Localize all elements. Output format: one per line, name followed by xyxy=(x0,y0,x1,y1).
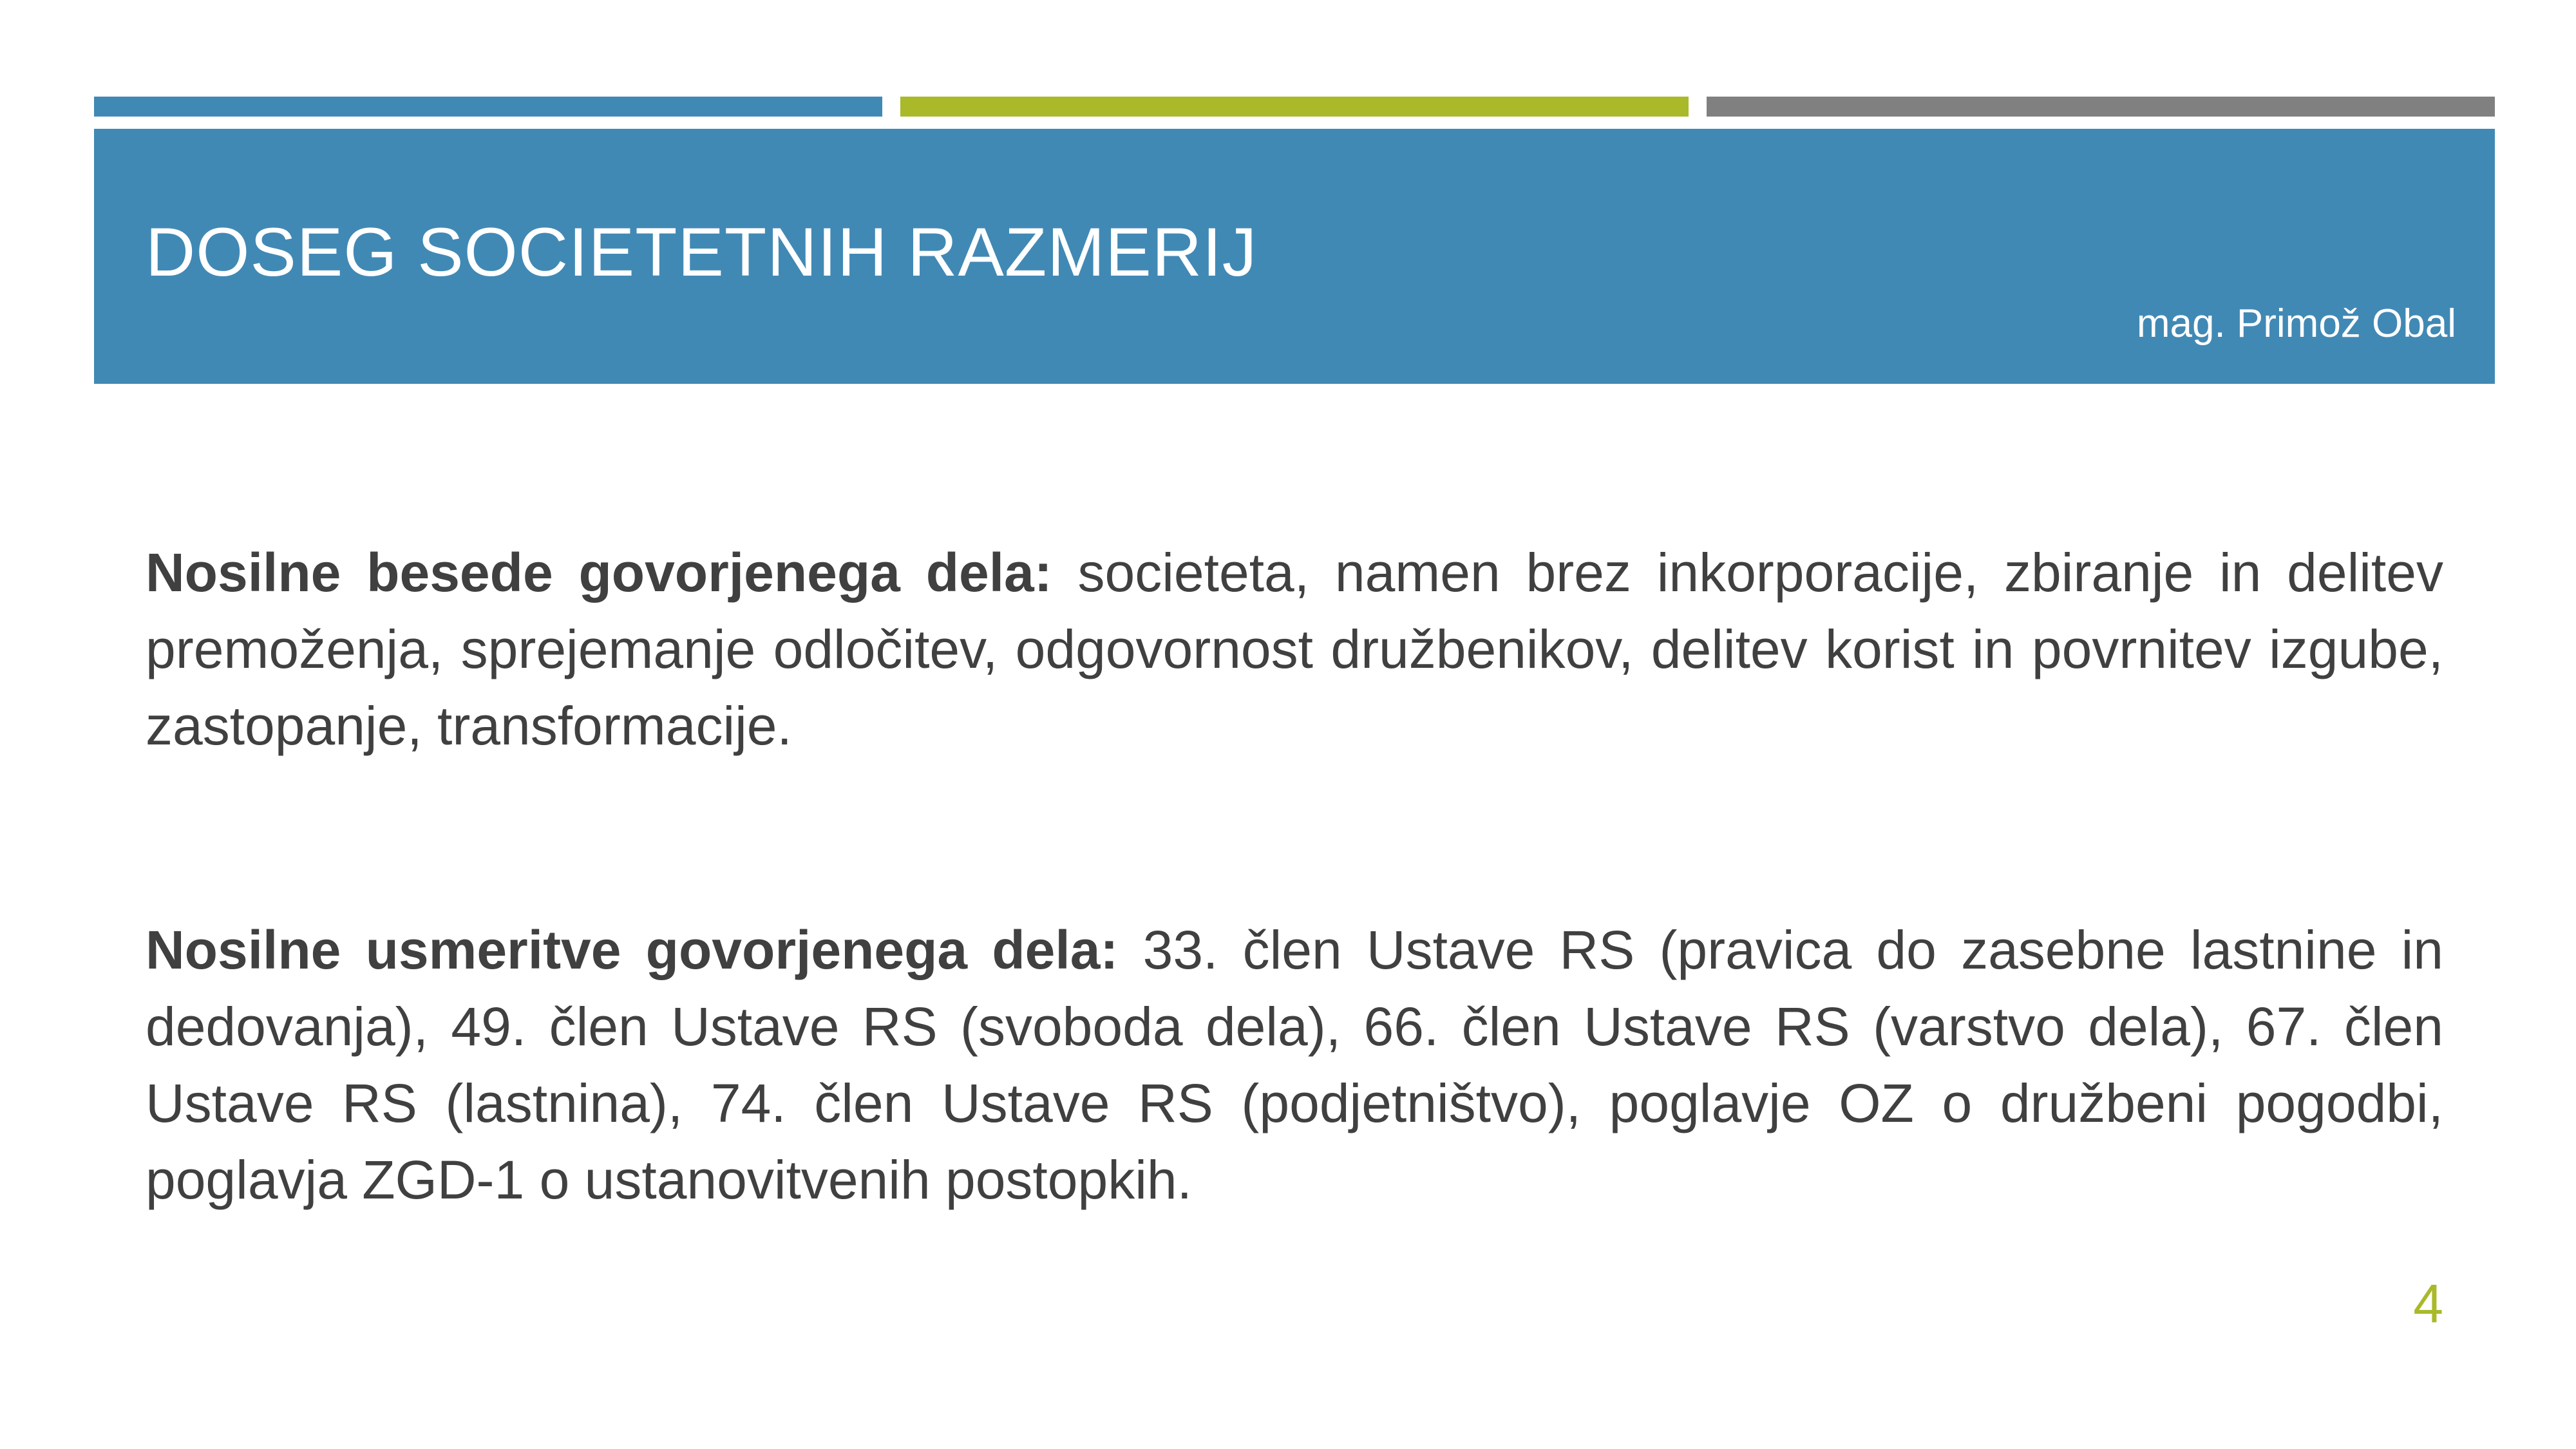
paragraph-text: societeta, namen brez inkorporacije, zbiranje in delitev premoženja, sprejemanje odločitev, odgovornost družbenikov, delitev korist in povrnitev izgube, zastopanje, transformacije. xyxy=(146,542,2443,756)
top-stripe-gray xyxy=(1707,97,2495,117)
paragraph-lead: Nosilne besede govorjenega dela: xyxy=(146,542,1052,603)
paragraph-lead: Nosilne usmeritve govorjenega dela: xyxy=(146,920,1119,980)
paragraph-keywords xyxy=(146,535,2443,764)
paragraph-text: 33. člen Ustave RS (pravica do zasebne lastnine in dedovanja), 49. člen Ustave RS (svoboda dela), 66. člen Ustave RS (varstvo dela), 67. člen Ustave RS (lastnina), 74. člen Ustave RS (podjetništvo), poglavje OZ o družbeni pogodbi, poglavja ZGD-1 o ustanovitvenih postopkih. xyxy=(146,920,2443,1210)
paragraph-guidelines xyxy=(146,912,2443,1218)
page-number: 4 xyxy=(2413,1273,2443,1334)
top-stripe-blue xyxy=(94,97,882,117)
slide-body xyxy=(146,535,2443,1218)
author-name: mag. Primož Obal xyxy=(2136,301,2456,346)
slide-title: DOSEG SOCIETETNIH RAZMERIJ xyxy=(146,213,1258,290)
title-band xyxy=(94,129,2495,384)
top-stripe-green xyxy=(900,97,1689,117)
